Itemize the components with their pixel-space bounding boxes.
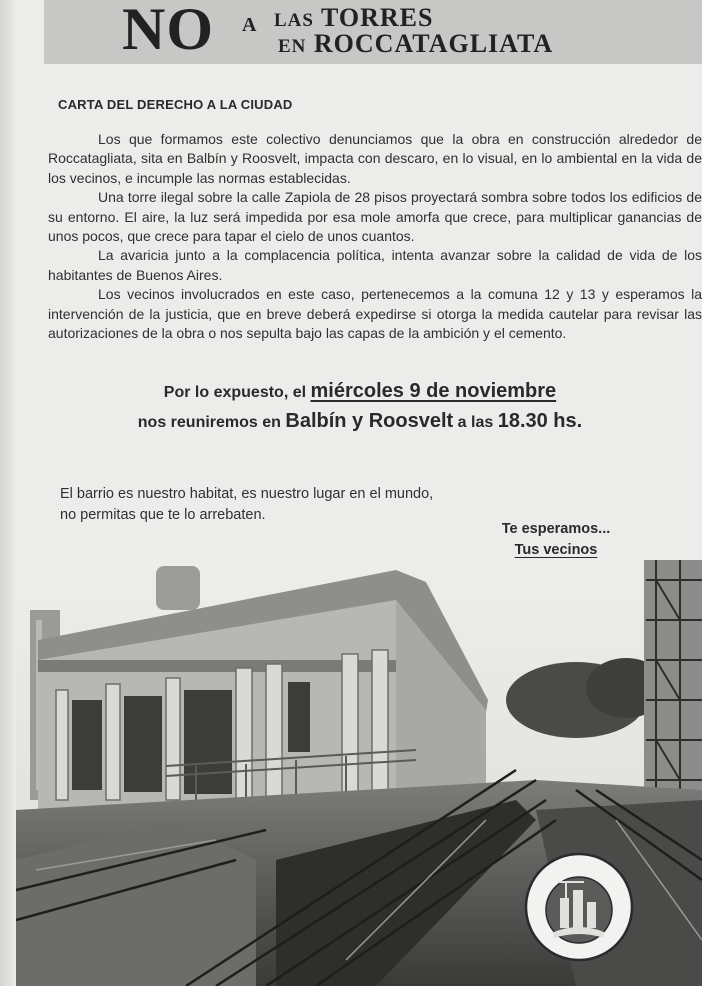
announcement-date: miércoles 9 de noviembre xyxy=(310,380,557,402)
banner-line-2 xyxy=(278,29,553,59)
signature-line-1: Te esperamos... xyxy=(501,521,611,537)
banner-line-1-prefix: LAS xyxy=(274,10,314,31)
paragraph: Los que formamos este colectivo denunciamos que la obra en construcción alrededor de Roccatagliata, sita en Balbín y Roosvelt, impacta con descaro, en lo visual, en lo ambiental en la vida de los vecinos, e incumple las normas establecidas. xyxy=(48,131,702,186)
banner-line-2-prefix: EN xyxy=(278,36,307,57)
closing-line-2: no permitas que te lo arrebaten. xyxy=(60,507,266,523)
title-banner xyxy=(44,0,702,64)
paragraph: La avaricia junto a la complacencia política, intenta avanzar sobre la calidad de vida de los habitantes de Buenos Aires. xyxy=(48,247,702,283)
announcement-time: 18.30 hs. xyxy=(497,410,583,432)
signature-line-2: Tus vecinos xyxy=(514,542,598,558)
announcement-at: a las xyxy=(457,414,494,431)
letter-heading: CARTA DEL DERECHO A LA CIUDAD xyxy=(58,97,293,112)
announcement-meet: nos reuniremos en xyxy=(137,414,281,431)
banner-no: NO xyxy=(122,0,214,62)
closing-line-1: El barrio es nuestro habitat, es nuestro lugar en el mundo, xyxy=(60,486,434,502)
announcement-line-1 xyxy=(40,380,680,403)
announcement-intro: Por lo expuesto, el xyxy=(163,384,307,401)
closing-text xyxy=(60,484,433,526)
page-edge-shadow xyxy=(0,0,16,986)
signature xyxy=(478,519,634,561)
banner-line-1-main: TORRES xyxy=(321,3,434,32)
paragraph: Una torre ilegal sobre la calle Zapiola de 28 pisos proyectará sombra sobre todos los edificios de su entorno. El aire, la luz será impedida por esa mole amorfa que crece, para multiplicar ganancias de unos pocos, que crece para tapar el cielo de unos cuantos. xyxy=(48,189,702,245)
campaign-seal xyxy=(524,852,634,962)
banner-a: A xyxy=(242,14,257,36)
banner-line-2-main: ROCCATAGLIATA xyxy=(313,29,554,58)
seal-emblem-icon xyxy=(524,852,634,962)
announcement-line-2 xyxy=(40,410,680,433)
announcement-place: Balbín y Roosvelt xyxy=(285,410,454,432)
letter-body xyxy=(48,130,702,343)
paragraph: Los vecinos involucrados en este caso, pertenecemos a la comuna 12 y 13 y esperamos la intervención de la justicia, que en breve deberá expedirse si otorga la medida cautelar para revisar las autorizaciones de la obra o nos sepulta bajo las capas de la ambición y el cemento. xyxy=(48,286,702,342)
